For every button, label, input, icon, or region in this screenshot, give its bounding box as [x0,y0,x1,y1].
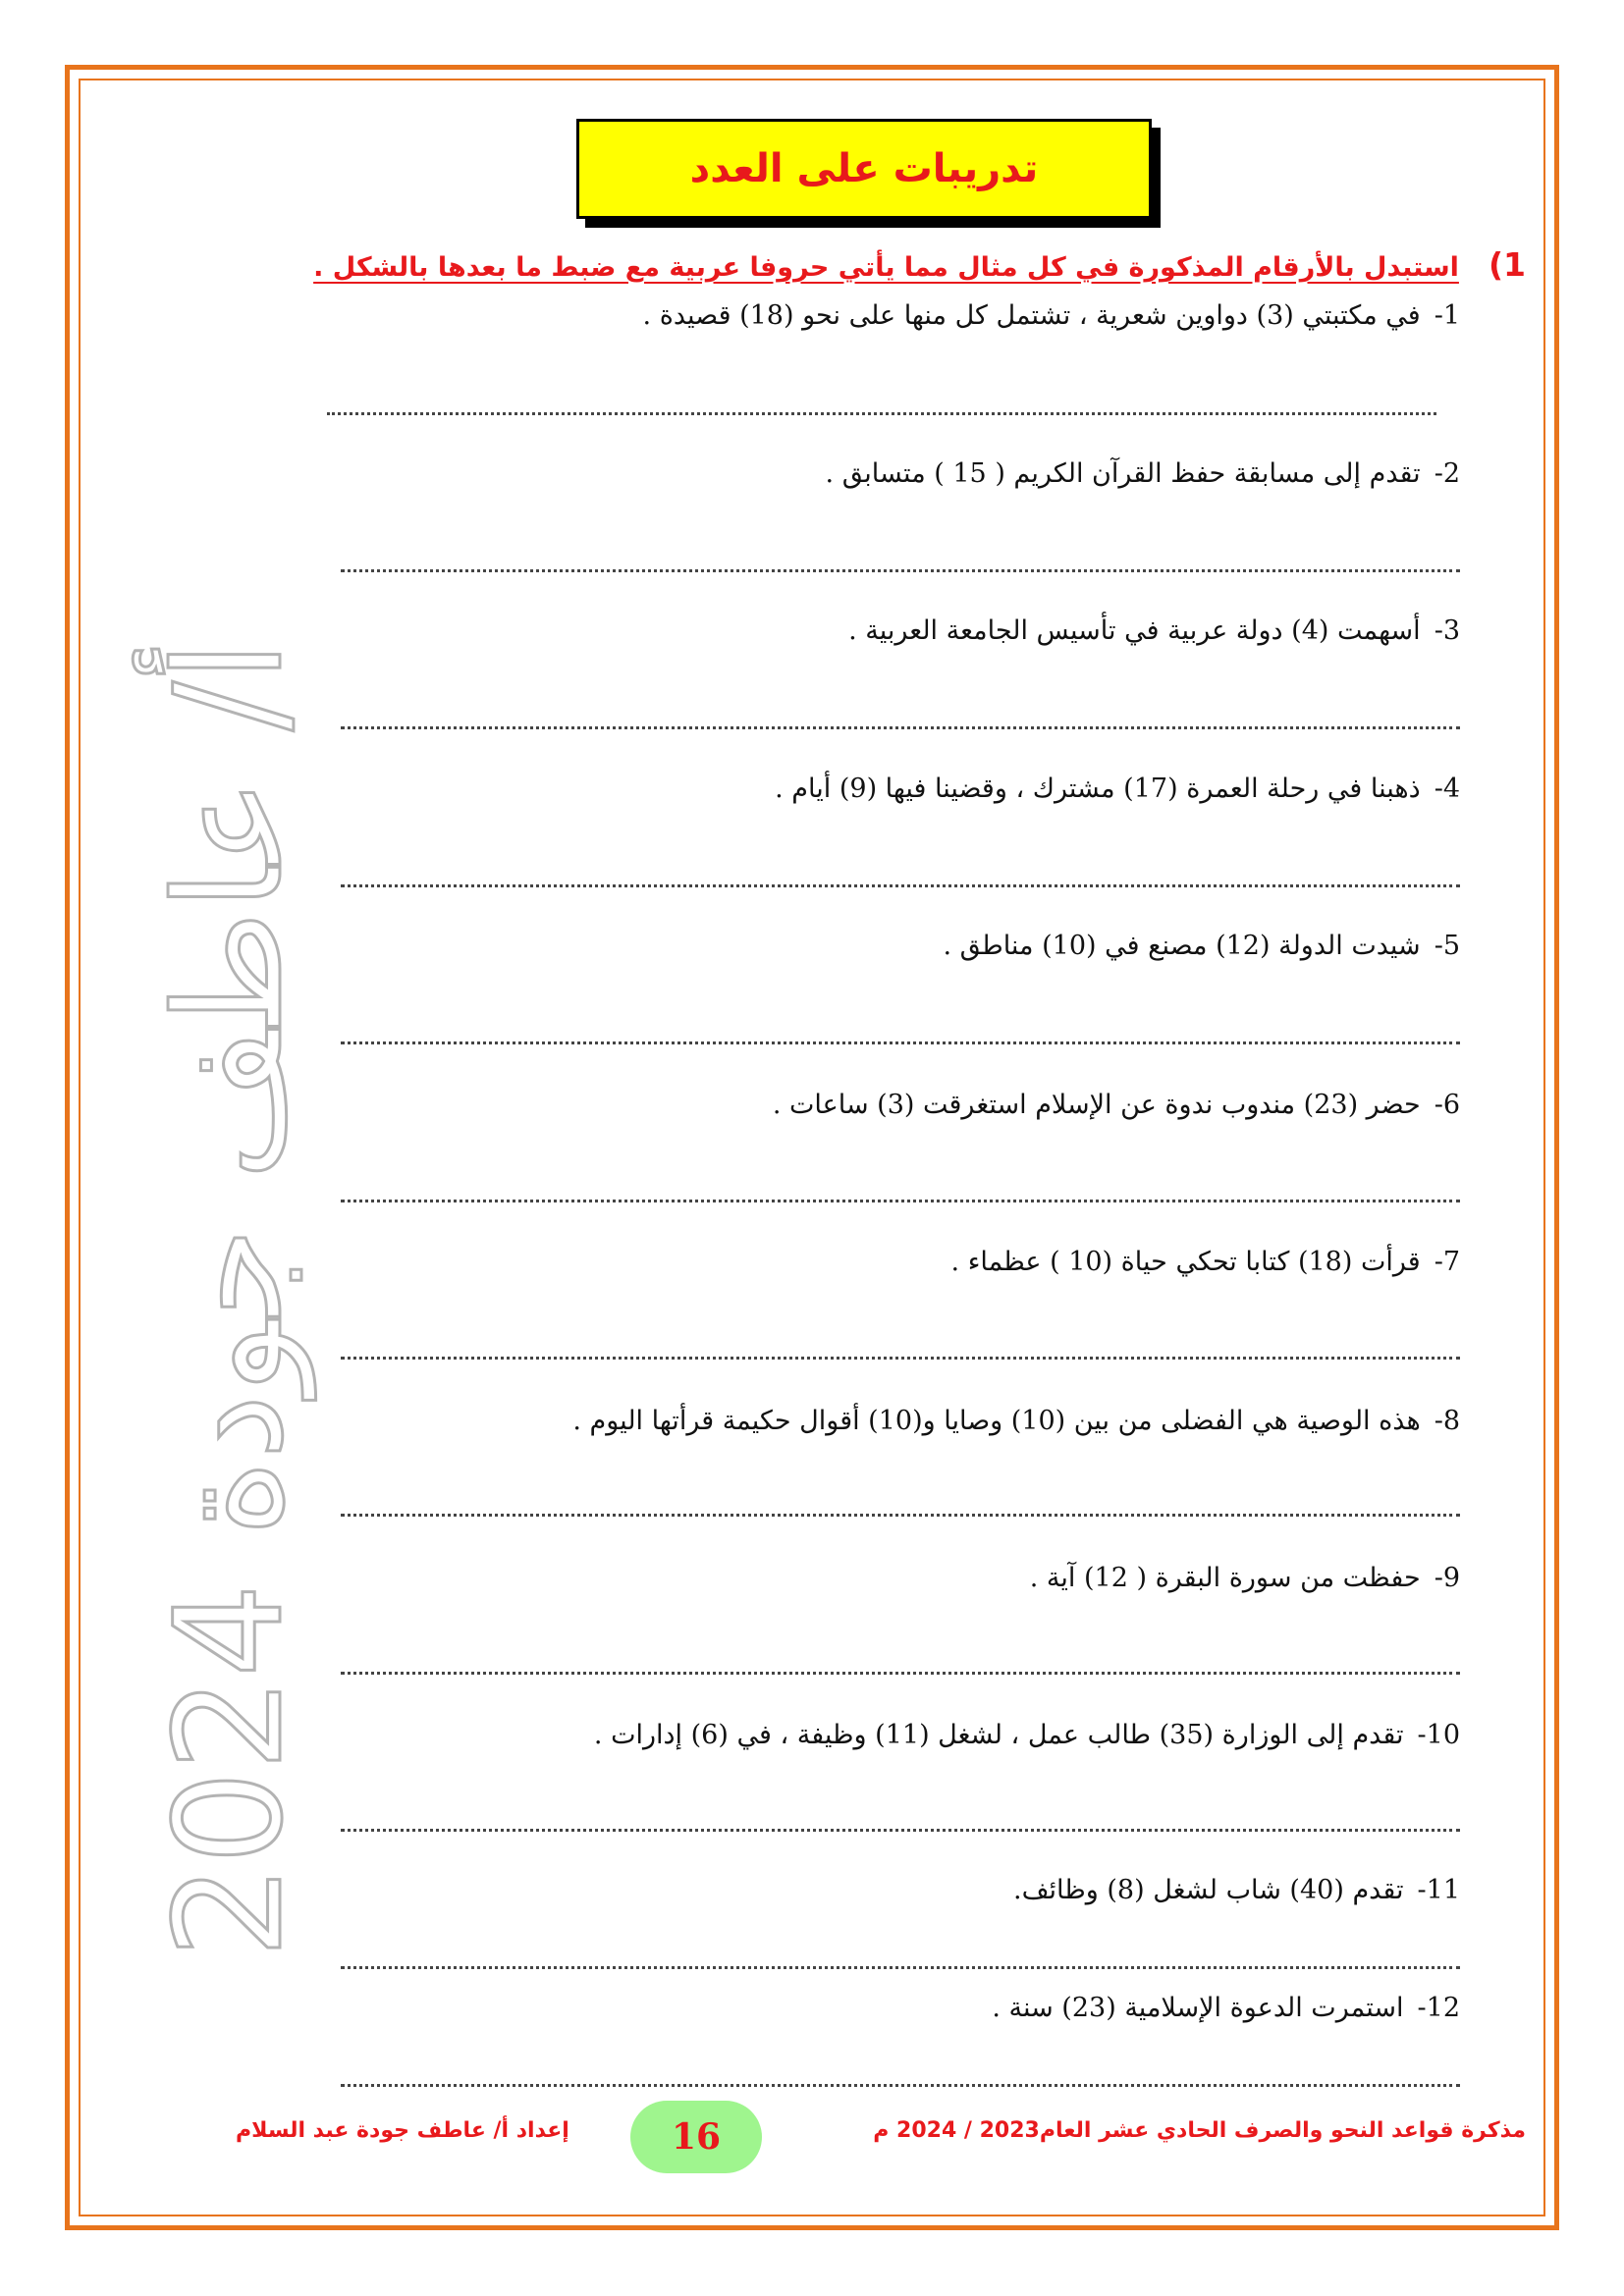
answer-line[interactable] [341,1966,1460,1969]
item-number: 7- [1434,1247,1460,1277]
page-footer [98,2101,1526,2179]
answer-line[interactable] [341,1829,1460,1832]
item-text: شيدت الدولة (12) مصنع في (10) مناطق . [943,931,1421,961]
item-number: 1- [1434,300,1460,331]
exercise-item [184,1720,1460,1750]
answer-line[interactable] [341,884,1460,887]
item-text: قرأت (18) كتابا تحكي حياة (10 ) عظماء . [950,1247,1421,1277]
watermark-text: أ/ عاطف جودة 2024 [144,640,315,1958]
item-number: 6- [1434,1090,1460,1120]
item-number: 10- [1417,1720,1460,1750]
exercise-item [184,1090,1460,1120]
page-number-badge [630,2101,762,2173]
item-number: 5- [1434,931,1460,961]
answer-line[interactable] [341,726,1460,729]
exercise-item [184,1993,1460,2023]
item-number: 9- [1434,1563,1460,1593]
page-title: تدريبات على العدد [689,146,1039,191]
item-text: حفظت من سورة البقرة ( 12) آية . [1029,1563,1421,1593]
question-text: استبدل بالأرقام المذكورة في كل مثال مما يأتي حروفا عربية مع ضبط ما بعدها بالشكل . [313,252,1459,283]
item-text: هذه الوصية هي الفضلى من بين (10) وصايا و(10) أقوال حكيمة قرأتها اليوم . [572,1406,1421,1436]
answer-line[interactable] [341,1200,1460,1202]
answer-line[interactable] [341,1514,1460,1517]
exercise-item [184,615,1460,646]
exercise-item [184,1875,1460,1905]
exercise-item [184,774,1460,804]
exercise-item [184,1247,1460,1277]
question-number: 1) [1488,245,1526,284]
footer-book-title: مذكرة قواعد النحو والصرف الحادي عشر العام2023 / 2024 م [873,2118,1526,2143]
question-heading [171,245,1526,284]
item-number: 4- [1434,774,1460,804]
answer-line[interactable] [341,2084,1460,2087]
footer-author: إعداد أ/ عاطف جودة عبد السلام [236,2118,569,2143]
item-text: تقدم إلى الوزارة (35) طالب عمل ، لشغل (11) وظيفة ، في (6) إدارات . [593,1720,1404,1750]
answer-line[interactable] [341,569,1460,572]
page-number: 16 [671,2116,722,2158]
answer-line[interactable] [327,412,1436,415]
item-text: ذهبنا في رحلة العمرة (17) مشترك ، وقضينا فيها (9) أيام . [775,774,1421,804]
answer-line[interactable] [341,1041,1460,1044]
signature-watermark [108,640,344,1963]
exercise-item [184,458,1460,489]
item-text: استمرت الدعوة الإسلامية (23) سنة . [992,1993,1404,2023]
item-number: 3- [1434,615,1460,646]
item-number: 11- [1417,1875,1460,1905]
exercise-item [184,931,1460,961]
item-number: 12- [1417,1993,1460,2023]
item-text: تقدم (40) شاب لشغل (8) وظائف. [1012,1875,1404,1905]
item-number: 8- [1434,1406,1460,1436]
exercise-item [184,1563,1460,1593]
exercise-item [184,1406,1460,1436]
item-number: 2- [1434,458,1460,489]
answer-line[interactable] [341,1357,1460,1360]
item-text: حضر (23) مندوب ندوة عن الإسلام استغرقت (3) ساعات . [772,1090,1421,1120]
item-text: تقدم إلى مسابقة حفظ القرآن الكريم ( 15 ) متسابق . [825,458,1421,489]
title-box [576,119,1152,219]
exercise-item [184,300,1460,331]
item-text: أسهمت (4) دولة عربية في تأسيس الجامعة العربية . [848,615,1421,646]
answer-line[interactable] [341,1672,1460,1675]
item-text: في مكتبتي (3) دواوين شعرية ، تشتمل كل منها على نحو (18) قصيدة . [642,300,1421,331]
